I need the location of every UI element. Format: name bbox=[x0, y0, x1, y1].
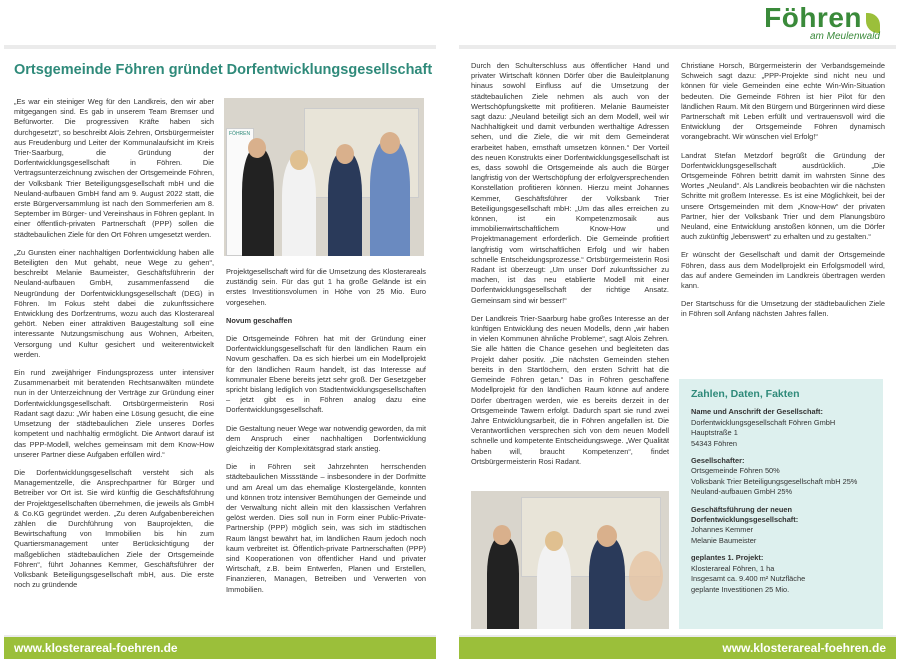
fact-value: Volksbank Trier Beteiligungsgesellschaft mbH 25% bbox=[691, 476, 858, 486]
leaf-icon bbox=[866, 13, 880, 33]
fact-value: geplante Investitionen 25 Mio. bbox=[691, 584, 790, 594]
paragraph: Durch den Schulterschluss aus öffentlicher Hand und privater Wirtschaft können Dörfer über die Bauleitplanung hinaus sowohl Einfluss auf die Umsetzung der städtebaulichen Ziele nehmen als auch von der Wertschöpfungskette mit profitieren. Melanie Baumeister sagt dazu: „Neuland beteiligt sich an dem Modell, weil wir Nachhaltigkeit und damit verbunden werthaltige Adressen sehen, und die Ziele, die wir mit dem Gemeinderat erarbeitet haben, ernsthaft umsetzen können.“ Der Vorteil des neuen Konstrukts einer Dorfentwicklungsgesellschaft ist es, dass sowohl die Ortsgemeinde als auch die Bürger langfristig von der Wertschöpfung der erfolgversprechenden Konstellation profitieren können. Hierzu meint Johannes Kemmer, Geschäftsführer der Volksbank Trier Beteiligungsgesellschaft mbH: „Um das alles erreichen zu können, ist ein Kompetenzmosaik aus immobilienwirtschaftlichem Know-How und Projektmanagement erforderlich. Die Gemeinde profitiert langfristig vom wirtschaftlichen Erfolg und wir haben schnelle Entscheidungsprozesse.“ Ortsbürgermeisterin Rosi Radant ist überzeugt: „Um unser Dorf zukunftssicher zu machen, ist das neu etablierte Modell mit einer Dorfentwicklungsgesellschaft der richtige Ansatz. Gemeinsam sind wir besser!“ bbox=[471, 61, 669, 305]
footer-url[interactable]: www.klosterareal-foehren.de bbox=[459, 637, 896, 659]
logo-subtitle: am Meulenwald bbox=[809, 30, 880, 42]
paragraph: Die Ortsgemeinde Föhren hat mit der Gründung einer Dorfentwicklungsgesellschaft für den ländlichen Raum ein Novum geschaffen. Da es sich hierbei um ein Modellprojekt für den ländlichen Raum handelt, ist das Interesse auf kommunaler Ebene bereits jetzt sehr groß. Der Gesetzgeber spricht bislang lediglich von Stadtentwicklungsgesellschaften – jetzt gibt es in Föhren analog dazu eine Dorfentwicklungsgesellschaft. bbox=[226, 334, 426, 415]
paragraph: Christiane Horsch, Bürgermeisterin der Verbandsgemeinde Schweich sagt dazu: „PPP-Projekte sind nicht neu und können für viele Gemeinden eine echte Win-Win-Situation bedeuten. Die Gemeinde Föhren ist hier Pilot für den ländlichen Raum. Mit den Bürgern und Bürgerinnen wird diese Partnerschaft mit Leben erfüllt und vertrauensvoll wird die Entwicklung der Ortsgemeinde Föhren dynamisch vorangebracht. Wir wünschen viel Erfolg!“ bbox=[681, 61, 885, 142]
person-1-head bbox=[248, 138, 266, 158]
paragraph: Die in Föhren seit Jahrzehnten herrschenden städtebaulichen Missstände – insbesondere in der Dorfmitte und am Areal um das ehemalige Klostergelände, konnten und können trotz intensiver Bemühungen der Gemeinde und der Verwaltung nicht allein mit den klassischen Verfahren gelöst werden. Dies soll nun in Form einer Public-Private-Partnership (PPP) möglich sein, was sich im städtischen Raum längst bewährt hat, im ländlichen Raum jedoch noch kaum verbreitet ist. Öffentlich-private Partnerschaften (PPP) sind Kooperationen von öffentlicher Hand und privater Wirtschaft, z.B. beim Entwerfen, Planen und Erstellen, Finanzieren, Managen, Betreiben und Verwerten von Immobilien. bbox=[226, 462, 426, 594]
photo-group bbox=[471, 491, 669, 629]
fact-label: Geschäftsführung der neuen Dorfentwicklungsgesellschaft: bbox=[691, 504, 799, 525]
page-headline: Ortsgemeinde Föhren gründet Dorfentwicklungsgesellschaft bbox=[14, 62, 433, 78]
paragraph: Die Gestaltung neuer Wege war notwendig geworden, da mit dem Anspruch einer nachhaltigen Dorfentwicklung gleichzeitig der Komplexitätsgrad stark anstieg. bbox=[226, 423, 426, 454]
fact-value: Johannes Kemmer bbox=[691, 525, 754, 535]
fact-value: 54343 Föhren bbox=[691, 438, 738, 448]
right-column-1 bbox=[471, 61, 669, 475]
person-1-head bbox=[493, 525, 511, 545]
person-3-head bbox=[336, 144, 354, 164]
banner-text: FÖHREN bbox=[229, 131, 251, 137]
fact-value: Klosterareal Föhren, 1 ha bbox=[691, 563, 775, 573]
person-1 bbox=[242, 148, 274, 256]
right-page bbox=[459, 45, 896, 659]
fact-label: geplantes 1. Projekt: bbox=[691, 553, 764, 563]
fact-value: Ortsgemeinde Föhren 50% bbox=[691, 466, 780, 476]
blurred-hand bbox=[629, 551, 663, 601]
person-2 bbox=[282, 156, 316, 256]
paragraph: Der Landkreis Trier-Saarburg habe großes Interesse an der künftigen Entwicklung des neuen Modells, denn „wir haben in vielen Kommunen ähnliche Probleme“, sagt Alois Zehren. Sie alle hätten die Chance gesehen und begleiteten das Projekt daher positiv. „Die nächsten Gemeinden stehen bereits in den Startlöchern, den ersten Schritt hat die Gemeinde Föhren getan.“ Das in Föhren geschaffene Modellprojekt für den ländlichen Raum könne auf andere Dörfer übertragen werden, wie es bereits derzeit in der Ortsgemeinde Tawern erfolgt. Dadurch spart sie rund zwei Jahre Entwicklungsarbeit, die in Föhren angefallen ist. Die Verantwortlichen versprechen sich von dem neuen Modell schnelle und kompetente Entscheidungswege. „Wer Qualität haben will, braucht Kompetenzen“, findet Ortsbürgermeisterin Rosi Radant. bbox=[471, 313, 669, 466]
right-column-2 bbox=[681, 61, 885, 328]
paragraph: Die Dorfentwicklungsgesellschaft versteht sich als Managementzelle, die Ansprechpartner für Bürger und Betreiber vor Ort ist. Sie wird künftig die Geschäftsführung der Projektgesellschaften übernehmen, die jeweils als GmbH & Co.KG gegründet werden. „Zu deren Aufgabenbereichen zählen die Durchführung von Bauprojekten, die Bewirtschaftung von Immobilien bis hin zum Quartiersmanagement unter Berücksichtigung der maßgeblichen städtebaulichen Ziele der Ortsgemeinde Föhren“, führt Johannes Kemmer, Geschäftsführer der Volksbank Beteiligungsgesellschaft mbH, aus. Die erste noch zu gründende bbox=[14, 467, 214, 590]
person-3 bbox=[589, 537, 625, 629]
person-4 bbox=[370, 140, 410, 256]
paragraph: Er wünscht der Gesellschaft und damit der Ortsgemeinde Föhren, dass aus dem Modellprojekt ein Erfolgsmodell wird, das auf andere Gemeinden im Landkreis übertragen werden kann. bbox=[681, 250, 885, 291]
logo-title: Föhren bbox=[764, 2, 862, 33]
paragraph: Landrat Stefan Metzdorf begrüßt die Gründung der Dorfentwicklungsgesellschaft ausdrücklich. „Die Ortsgemeinde Föhren betritt damit im wahrsten Sinne des Wortes „Neuland“. Als Landkreis beobachten wir die nächsten Schritte mit großem Interesse. Es ist eine Möglichkeit, bei der unsere Ortsgemeinden mit dem „Know-How“ der privaten Partner, hier der Volksbank Trier und dem Planungsbüro Neuland, eine Entwicklung anstoßen können, um die Dörfer auch zukünftig „lebenswert“ zu erhalten und zu gestalten.“ bbox=[681, 150, 885, 242]
paragraph: „Zu Gunsten einer nachhaltigen Dorfentwicklung haben alle Beteiligten den Mut gehabt, neue Wege zu gehen“, beschreibt Melanie Baumeister, Geschäftsführerin der Neuland-aufbauen GmbH, zusammenfassend die Neugründung der Dorfentwicklungsgesellschaft (DEG) in Föhren. Im Fokus steht dabei die zukunftssichere Entwicklung des Dorfzentrums, wozu auch das Klosterareal gehört. Neben einer attraktiven Baugestaltung soll eine interessante Nutzungsmischung aus Wohnen, Arbeiten, Versorgung und Kultur gesichert und weiterentwickelt werden. bbox=[14, 247, 214, 359]
fact-value: Hauptstraße 1 bbox=[691, 428, 738, 438]
person-3-head bbox=[597, 525, 617, 547]
left-column-1 bbox=[14, 97, 214, 598]
fact-value: Dorfentwicklungsgesellschaft Föhren GmbH bbox=[691, 417, 836, 427]
person-3 bbox=[328, 152, 362, 256]
paragraph: Ein rund zweijähriger Findungsprozess unter intensiver Zusammenarbeit mit beratenden Rechtsanwälten mündete nun in der Unterzeichnung der Verträge zur Gründung einer Dorfentwicklungsgesellschaft. Ortsbürgermeisterin Rosi Radant sagt dazu: „Wir haben eine Lösung gesucht, die eine Umsetzung der städtebaulichen Ziele unseres Dorfes kompetent und nachhaltig ermöglicht. Die Antwort darauf ist das PPP-Modell, welches gemeinsam mit dem Know-How unserer Partner diese Aufgaben erfüllen wird.“ bbox=[14, 368, 214, 459]
person-2 bbox=[537, 543, 571, 629]
fact-label: Gesellschafter: bbox=[691, 456, 745, 466]
fact-value: Neuland-aufbauen GmbH 25% bbox=[691, 487, 793, 497]
paragraph: „Es war ein steiniger Weg für den Landkreis, den wir aber mitgegangen sind. Es gab in unserem Team Bremser und Befürworter. Die progressiven Kräfte haben sich durchgesetzt“, so beschreibt Alois Zehren, Ortsbürgermeister aus Freudenburg und Leiter der Kommunalaufsicht im Kreis Trier-Saarburg, die Gründung der Dorfentwicklungsgesellschaft in Föhren. Die Vertragsunterzeichnung zwischen der Ortsgemeinde Föhren, der Volksbank Trier Beteiligungsgesellschaft mbH und die Neuland-aufbauen GmbH fand am 9. August 2022 statt, die erste Bürgerversammlung ist nach den Sommerferien am 8. September im Bürger- und Vereinshaus in Föhren geplant. In einer öffentlich-privaten Partnerschaft (PPP) sollen die städtebaulichen Ziele für den Ort Föhren umgesetzt werden. bbox=[14, 97, 214, 239]
facts-heading: Zahlen, Daten, Fakten bbox=[691, 388, 800, 400]
person-4-head bbox=[380, 132, 400, 154]
subheading: Novum geschaffen bbox=[226, 315, 293, 325]
fact-value: Melanie Baumeister bbox=[691, 535, 757, 545]
left-page bbox=[4, 45, 436, 659]
person-2-head bbox=[290, 150, 308, 170]
foehren-logo bbox=[764, 4, 880, 44]
fact-label: Name und Anschrift der Gesellschaft: bbox=[691, 407, 823, 417]
paragraph: Projektgesellschaft wird für die Umsetzung des Klosterareals zuständig sein. Für das gut 1 ha große Gelände ist ein erstes Investitionsvolumen in Höhe von 25 Mio. Euro vorgesehen. bbox=[226, 267, 426, 307]
facts-box bbox=[679, 379, 883, 629]
photo-signing-toast bbox=[224, 98, 424, 256]
person-2-head bbox=[545, 531, 563, 551]
footer-url[interactable]: www.klosterareal-foehren.de bbox=[4, 637, 436, 659]
fact-value: Insgesamt ca. 9.400 m² Nutzfläche bbox=[691, 574, 806, 584]
left-column-2 bbox=[226, 267, 426, 603]
person-1 bbox=[487, 537, 519, 629]
paragraph: Der Startschuss für die Umsetzung der städtebaulichen Ziele in Föhren soll Anfang nächsten Jahres fallen. bbox=[681, 299, 885, 319]
